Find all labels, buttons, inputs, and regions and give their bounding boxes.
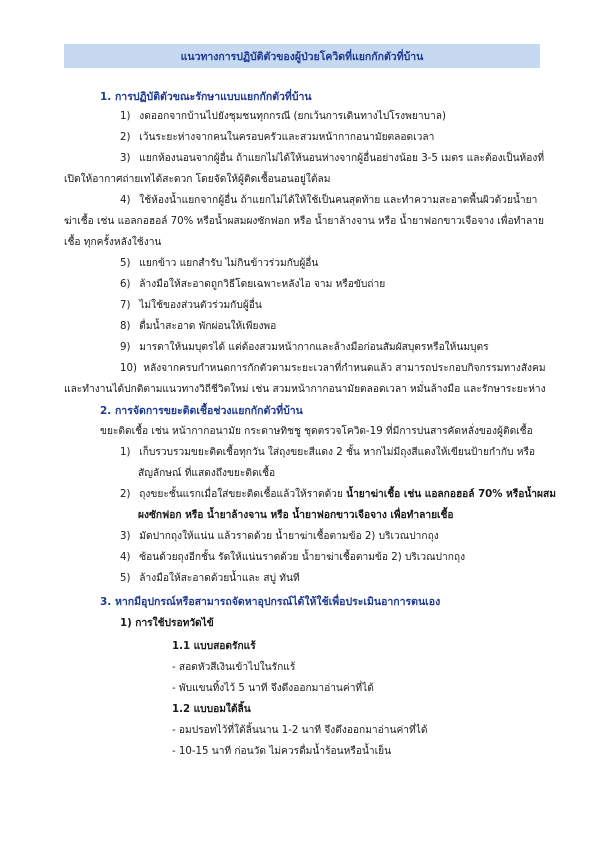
thermometer-item: 1) การใช้ปรอทวัดไข้ xyxy=(120,618,214,629)
list-item: 4) ซ้อนด้วยถุงอีกชั้น รัดให้แน่นราดด้วย น้ำยาฆ่าเชื้อตามข้อ 2) บริเวณปากถุง xyxy=(120,552,466,563)
list-item: 4) ใช้ห้องน้ำแยกจากผู้อื่น ถ้าแยกไม่ได้ให้ใช้เป็นคนสุดท้าย และทำความสะอาดพื้นผิวด้วยน้ำยา xyxy=(120,195,538,206)
list-item: - อมปรอทไว้ที่ใต้ลิ้นนาน 1-2 นาที จึงดึงออกมาอ่านค่าที่ได้ xyxy=(172,725,428,736)
list-item: 1) งดออกจากบ้านไปยังชุมชนทุกกรณี (ยกเว้นการเดินทางไปโรงพยาบาล) xyxy=(120,111,446,122)
list-item: 2) เว้นระยะห่างจากคนในครอบครัวและสวมหน้ากากอนามัยตลอดเวลา xyxy=(120,132,435,143)
list-item: - พับแขนทิ้งไว้ 5 นาที จึงดึงออกมาอ่านค่าที่ได้ xyxy=(172,683,374,694)
list-item: 10) หลังจากครบกำหนดการกักตัวตามระยะเวลาที่กำหนดแล้ว สามารถประกอบกิจกรรมทางสังคม xyxy=(120,363,546,374)
list-item: 6) ล้างมือให้สะอาดถูกวิธีโดยเฉพาะหลังไอ จาม หรือขับถ่าย xyxy=(120,279,386,290)
section1-heading: 1. การปฏิบัติตัวขณะรักษาแบบแยกกักตัวที่บ้าน xyxy=(100,91,312,103)
list-item: - สอดหัวสีเงินเข้าไปในรักแร้ xyxy=(172,662,296,673)
list-item-continuation: เปิดให้อากาศถ่ายเทได้สะดวก โดยจัดให้ผู้ติดเชื้อนอนอยู่ใต้ลม xyxy=(64,174,331,185)
list-item-continuation: ผงซักฟอก หรือ น้ำยาล้างจาน หรือ น้ำยาฟอกขาวเจือจาง เพื่อทำลายเชื้อ xyxy=(138,510,454,521)
list-item: 3) มัดปากถุงให้แน่น แล้วราดด้วย น้ำยาฆ่าเชื้อตามข้อ 2) บริเวณปากถุง xyxy=(120,531,439,542)
list-item-continuation: สัญลักษณ์ ที่แสดงถึงขยะติดเชื้อ xyxy=(138,468,276,479)
section3-heading: 3. หากมีอุปกรณ์หรือสามารถจัดหาอุปกรณ์ได้ให้ใช้เพื่อประเมินอาการตนเอง xyxy=(100,596,441,608)
list-item: 8) ดื่มน้ำสะอาด พักผ่อนให้เพียงพอ xyxy=(120,321,277,332)
list-item: 2) ถุงขยะชั้นแรกเมื่อใส่ขยะติดเชื้อแล้วให้ราดด้วย น้ำยาฆ่าเชื้อ เช่น แอลกอฮอล์ 70% หรือน้ำผสม xyxy=(120,489,556,500)
sub-heading-oral: 1.2 แบบอมใต้ลิ้น xyxy=(172,704,251,715)
list-item: 3) แยกห้องนอนจากผู้อื่น ถ้าแยกไม่ได้ให้นอนห่างจากผู้อื่นอย่างน้อย 3-5 เมตร และต้องเป็นห้องที่ xyxy=(120,153,545,164)
list-item-continuation: และทำงานได้ปกติตามแนวทางวิถีชีวิตใหม่ เช่น สวมหน้ากากอนามัยตลอดเวลา หมั่นล้างมือ และรักษาระยะห่าง xyxy=(64,384,546,395)
title-band xyxy=(64,44,540,68)
list-item: 5) แยกข้าว แยกสำรับ ไม่กินข้าวร่วมกับผู้อื่น xyxy=(120,258,319,269)
list-item: 9) มารดาให้นมบุตรได้ แต่ต้องสวมหน้ากากและล้างมือก่อนสัมผัสบุตรหรือให้นมบุตร xyxy=(120,342,489,353)
list-item: 5) ล้างมือให้สะอาดด้วยน้ำและ สบู่ ทันที xyxy=(120,573,300,584)
section2-intro: ขยะติดเชื้อ เช่น หน้ากากอนามัย กระดาษทิชชู ชุดตรวจโควิด-19 ที่มีการปนสารคัดหลั่งของผู้ติดเชื้อ xyxy=(100,426,533,437)
section2-heading: 2. การจัดการขยะติดเชื้อช่วงแยกกักตัวที่บ้าน xyxy=(100,405,303,417)
list-item: 7) ไม่ใช้ของส่วนตัวร่วมกับผู้อื่น xyxy=(120,300,262,311)
list-item-continuation: ฆ่าเชื้อ เช่น แอลกอฮอล์ 70% หรือน้ำผสมผงซักฟอก หรือ น้ำยาล้างจาน หรือ น้ำยาฟอกขาวเจือจาง เพื่อทำลาย xyxy=(64,216,544,227)
list-item: 1) เก็บรวบรวมขยะติดเชื้อทุกวัน ใส่ถุงขยะสีแดง 2 ชั้น หากไม่มีถุงสีแดงให้เขียนป้ายกำกับ หรือ xyxy=(120,447,536,458)
page-title: แนวทางการปฏิบัติตัวของผู้ป่วยโควิดที่แยกกักตัวที่บ้าน xyxy=(180,50,424,63)
sub-heading-armpit: 1.1 แบบสอดรักแร้ xyxy=(172,641,256,652)
list-item: - 10-15 นาที ก่อนวัด ไม่ควรดื่มน้ำร้อนหรือน้ำเย็น xyxy=(172,746,392,757)
list-item-continuation: เชื้อ ทุกครั้งหลังใช้งาน xyxy=(64,237,162,248)
